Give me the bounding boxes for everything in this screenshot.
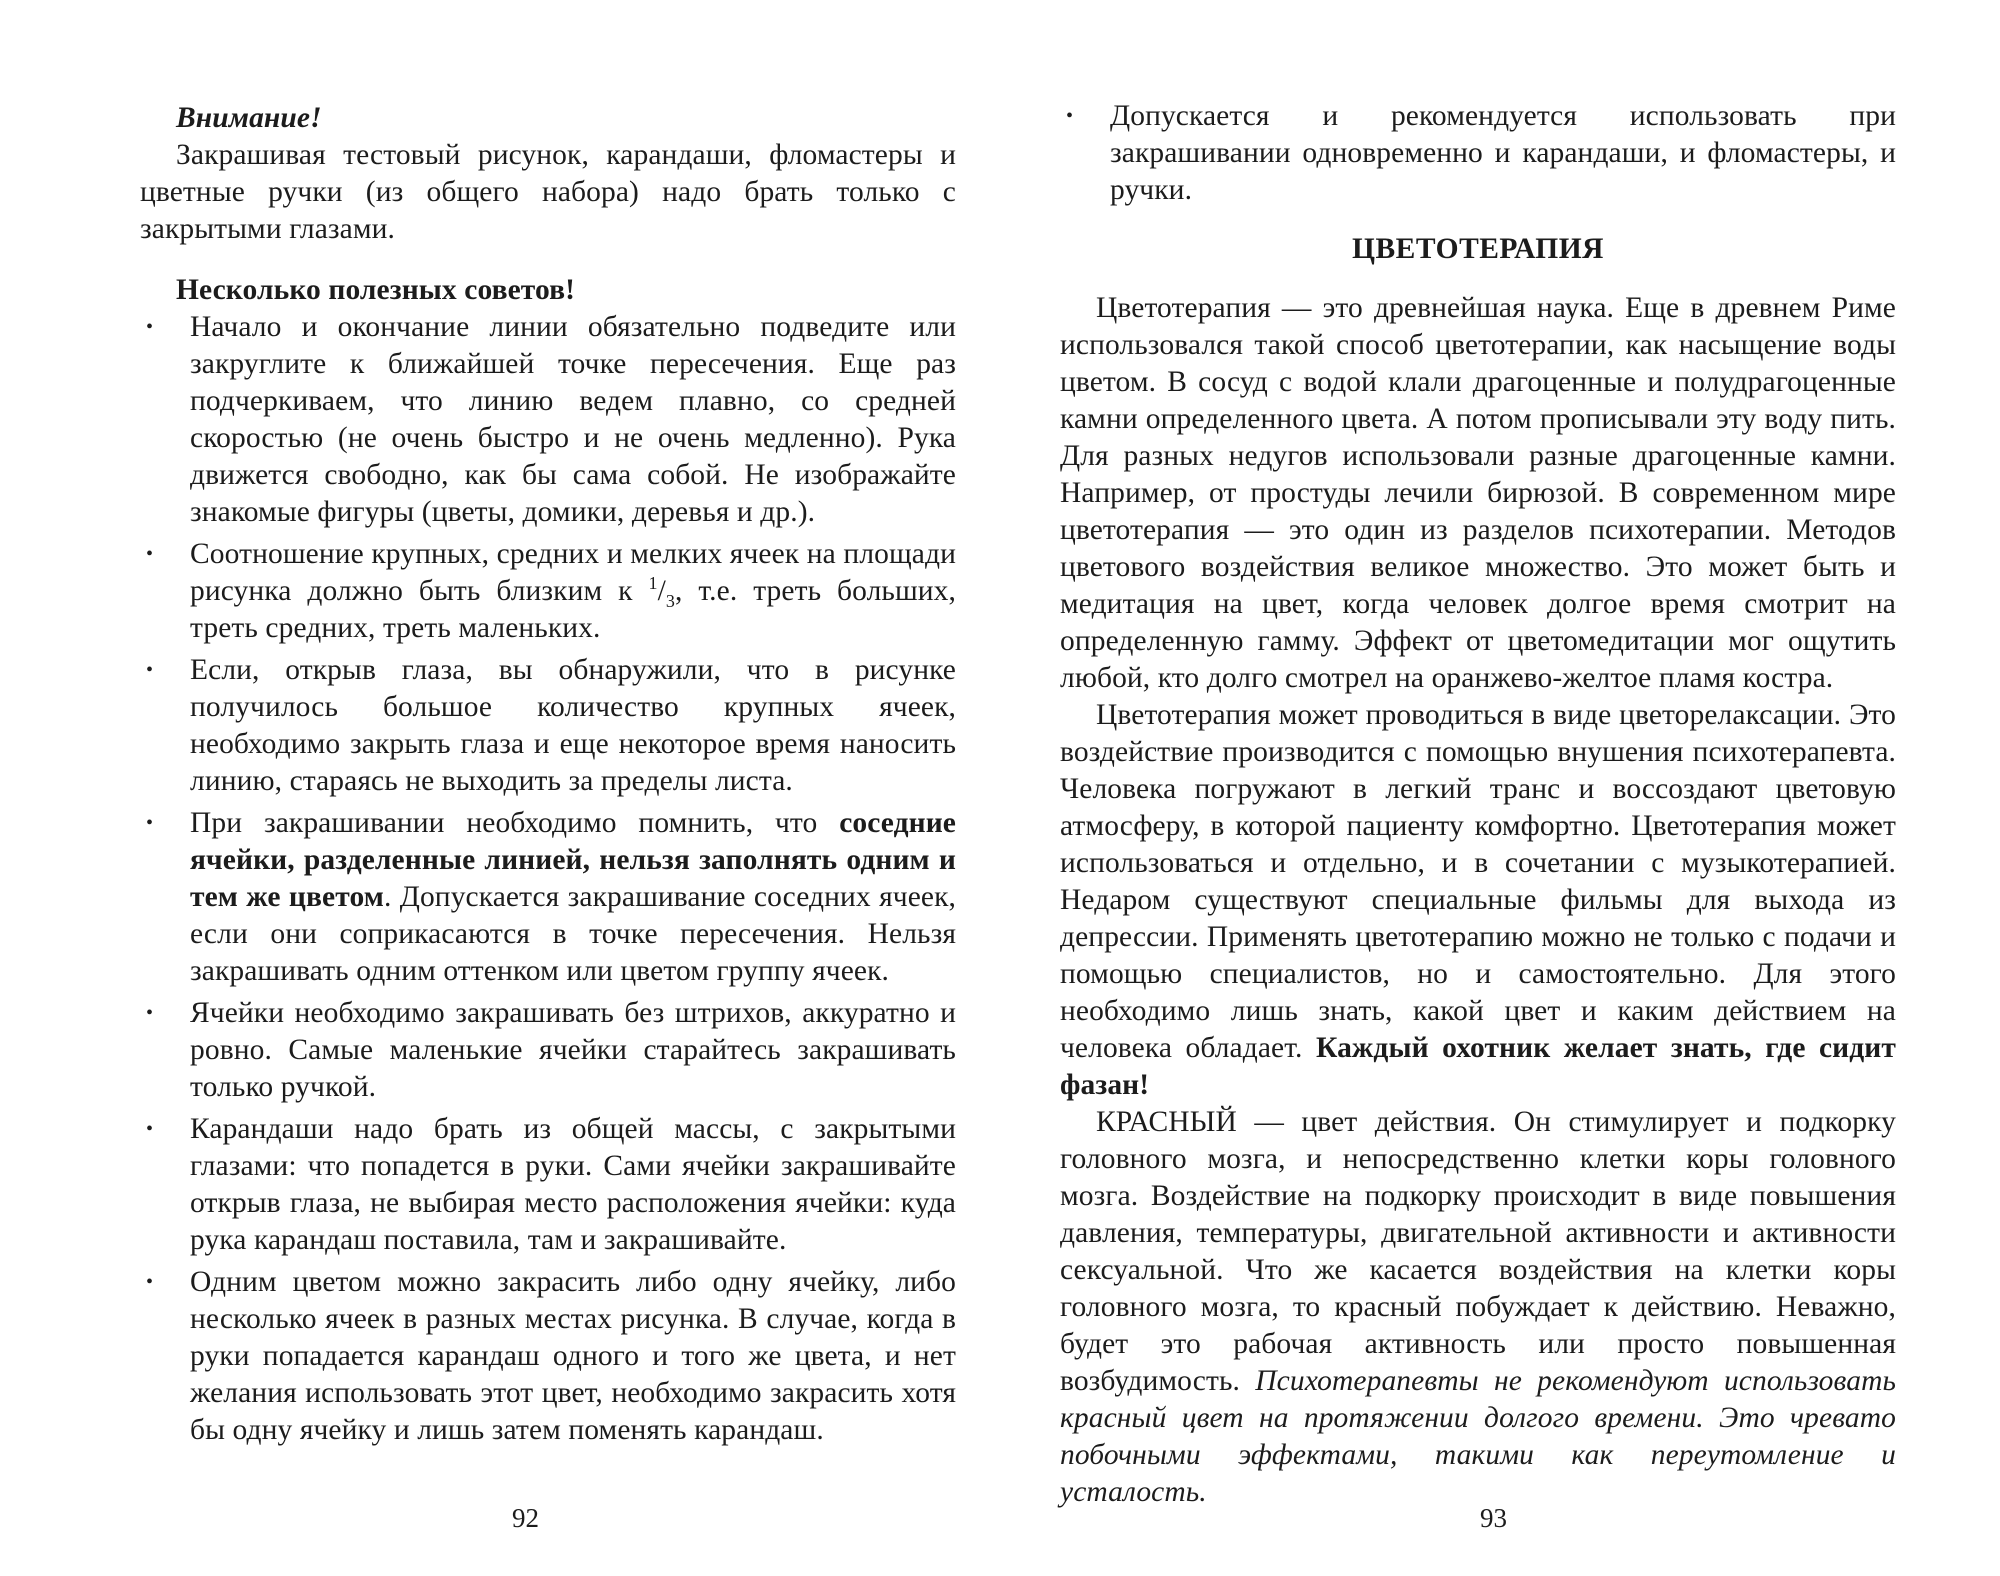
fraction-denominator: 3 (665, 590, 676, 611)
list-item-text: Соотношение крупных, средних и мелких ячеек на площади рисунка должно быть близким к (190, 538, 956, 607)
section-title: ЦВЕТОТЕРАПИЯ (1352, 233, 1604, 265)
top-list (1060, 98, 1896, 209)
left-page-text (140, 100, 956, 1454)
list-item-text: Допускается и рекомендуется использовать при закрашивании одновременно и карандаши, и фломастеры, и ручки. (1110, 100, 1896, 206)
bullet-icon: • (146, 316, 154, 338)
list-item-text: Ячейки необходимо закрашивать без штрихов, аккуратно и ровно. Самые маленькие ячейки старайтесь закрашивать только ручкой. (190, 997, 956, 1103)
bullet-icon: • (146, 1118, 154, 1140)
list-item (140, 805, 956, 990)
list-item (140, 309, 956, 531)
right-page (1000, 0, 2000, 1576)
list-item-text: Одним цветом можно закрасить либо одну ячейку, либо несколько ячеек в разных местах рисунка. В случае, когда в руки попадается карандаш одного и того же цвета, и нет желания использовать этот цвет, необходимо закрасить хотя бы одну ячейку и лишь затем поменять карандаш. (190, 1266, 956, 1446)
attention-heading: Внимание! (176, 102, 322, 134)
list-item-text: При закрашивании необходимо помнить, что (190, 807, 818, 839)
tips-list (140, 309, 956, 1449)
list-item (140, 1264, 956, 1449)
list-item (140, 652, 956, 800)
paragraph-text: Цветотерапия может проводиться в виде цветорелаксации. Это воздействие производится с помощью внушения психотерапевта. Человека погружают в легкий транс и воссоздают цветовую атмосферу, в которой пациенту комфортно. Цветотерапия может использоваться и отдельно, и в сочетании с музыкотерапией. Недаром существуют специальные фильмы для выхода из депрессии. Применять цветотерапию можно не только с подачи и помощью специалистов, но и самостоятельно. Для этого необходимо лишь знать, какой цвет и каким действием на человека обладает. (1060, 699, 1896, 1064)
list-item-text: . Допускается закрашивание соседних ячеек, если они соприкасаются в точке пересечения. Нельзя закрашивать одним оттенком или цветом группу ячеек. (190, 881, 956, 987)
paragraph (1060, 697, 1896, 1104)
bold-emphasis: соседние ячейки, разделенные линией, нельзя заполнять одним и тем же цветом (190, 807, 956, 913)
list-item (140, 1111, 956, 1259)
bullet-icon: • (1066, 105, 1074, 127)
list-item-text: Карандаши надо брать из общей массы, с закрытыми глазами: что попадется в руки. Сами ячейки закрашивайте открыв глаза, не выбирая место расположения ячейки: куда рука карандаш поставила, там и закрашивайте. (190, 1113, 956, 1256)
attention-paragraph: Закрашивая тестовый рисунок, карандаши, фломастеры и цветные ручки (из общего набора) надо брать только с закрытыми глазами. (140, 139, 956, 245)
bullet-icon: • (146, 659, 154, 681)
list-item-text: Если, открыв глаза, вы обнаружили, что в рисунке получилось большое количество крупных ячеек, необходимо закрыть глаза и еще некоторое время наносить линию, стараясь не выходить за пределы листа. (190, 654, 956, 797)
bullet-icon: • (146, 1002, 154, 1024)
list-item-text: Начало и окончание линии обязательно подведите или закруглите к ближайшей точке пересечения. Еще раз подчеркиваем, что линию ведем плавно, со средней скоростью (не очень быстро и не очень медленно). Рука движется свободно, как бы сама собой. Не изображайте знакомые фигуры (цветы, домики, деревья и др.). (190, 311, 956, 528)
tips-heading: Несколько полезных советов! (176, 274, 576, 306)
bullet-icon: • (146, 812, 154, 834)
bold-emphasis: Каждый охотник желает знать, где сидит фазан! (1060, 1032, 1896, 1101)
page-number: 93 (1480, 1503, 1507, 1533)
paragraph (1060, 1104, 1896, 1511)
page-number: 92 (512, 1503, 539, 1533)
italic-emphasis: Психотерапевты не рекомендуют использовать красный цвет на протяжении долгого времени. Это чревато побочными эффектами, такими как переутомление и усталость. (1060, 1365, 1897, 1508)
paragraph-text: КРАСНЫЙ — цвет действия. Он стимулирует и подкорку головного мозга, и непосредственно клетки коры головного мозга. Воздействие на подкорку происходит в виде повышения давления, температуры, двигательной активности и активности сексуальной. Что же касается воздействия на клетки коры головного мозга, то красный побуждает к действию. Неважно, будет это рабочая активность или просто повышенная возбудимость. (1060, 1106, 1896, 1397)
list-item (1060, 98, 1896, 209)
right-page-text (1060, 98, 1896, 1511)
paragraph: Цветотерапия — это древнейшая наука. Еще в древнем Риме использовался такой способ цветотерапии, как насыщение воды цветом. В сосуд с водой клали драгоценные и полудрагоценные камни определенного цвета. А потом прописывали эту воду пить. Для разных недугов использовали разные драгоценные камни. Например, от простуды лечили бирюзой. В современном мире цветотерапия — это один из разделов психотерапии. Методов цветового воздействия великое множество. Это может быть и медитация на цвет, когда человек долгое время смотрит на определенную гамму. Эффект от цветомедитации мог ощутить любой, кто долго смотрел на оранжево-желтое пламя костра. (1060, 292, 1896, 694)
bullet-icon: • (146, 543, 154, 565)
list-item-text: , т.е. треть больших, треть средних, треть маленьких. (190, 575, 957, 644)
bullet-icon: • (146, 1271, 154, 1293)
list-item: • Соотношение крупных, средних и мелких ячеек на площади рисунка должно быть близким к $^1/_3$, т.е. треть больших, треть средних, треть маленьких. (146, 538, 957, 644)
list-item (140, 995, 956, 1106)
fraction-numerator: 1 (648, 573, 658, 594)
